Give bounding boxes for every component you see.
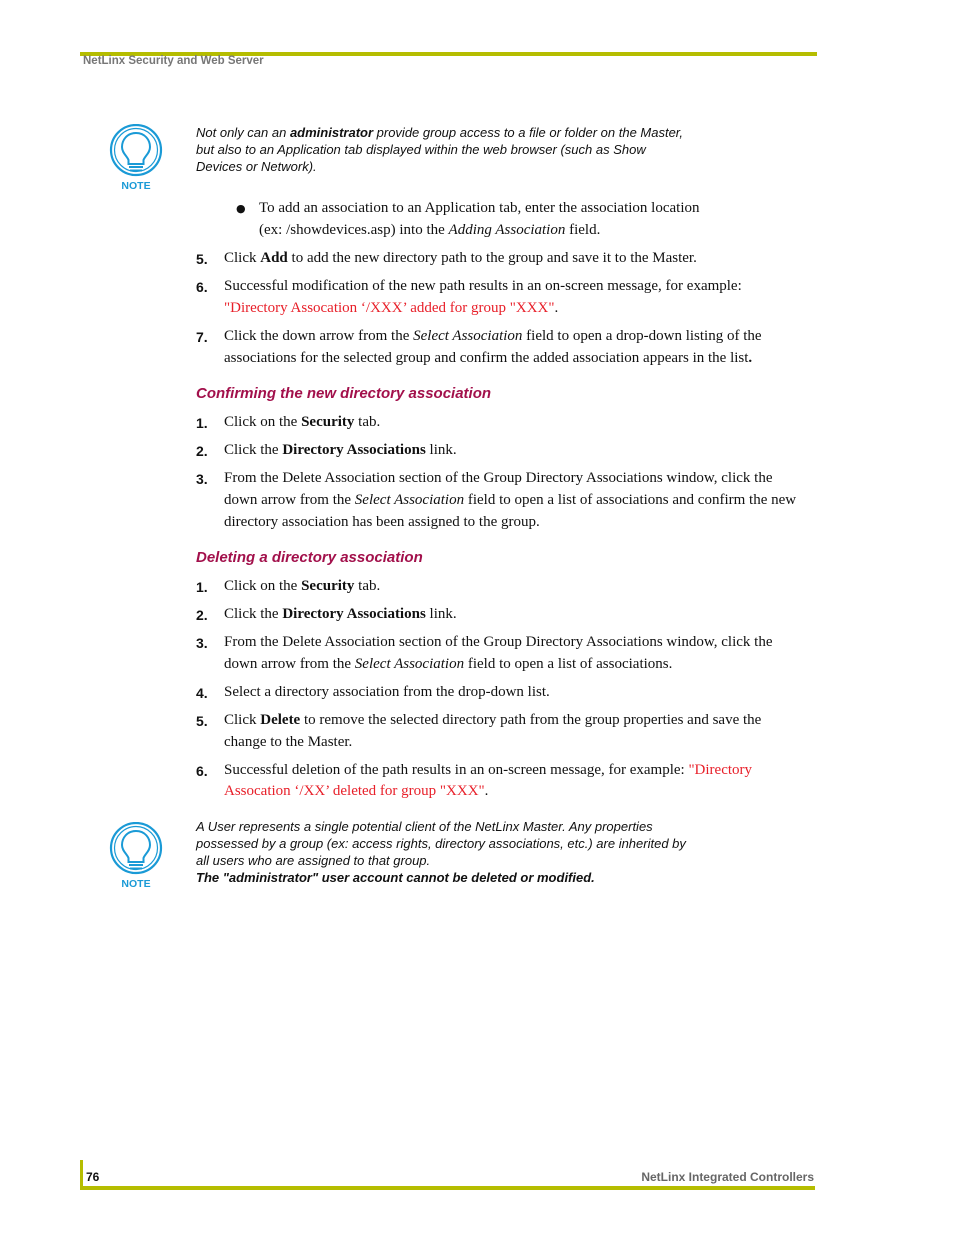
note-label: NOTE xyxy=(121,878,151,890)
step-number: 1. xyxy=(196,415,208,431)
section-heading-confirming: Confirming the new directory association xyxy=(196,385,492,402)
step-text: Click Add to add the new directory path to the group and save it to the Master. xyxy=(224,250,697,266)
step-text: Successful modification of the new path results in an on-screen message, for example: xyxy=(224,278,742,294)
step-message: Assocation ‘/XX’ deleted for group "XXX". xyxy=(224,783,489,799)
step-message: "Directory Assocation ‘/XXX’ added for group "XXX". xyxy=(224,300,559,316)
lightbulb-note-icon xyxy=(108,124,164,194)
section-heading-deleting: Deleting a directory association xyxy=(196,549,423,566)
step-number: 1. xyxy=(196,579,208,595)
step-number: 5. xyxy=(196,251,208,267)
step-text: Select a directory association from the drop-down list. xyxy=(224,684,550,700)
step-text: Click on the Security tab. xyxy=(224,414,381,430)
note-text-1: Not only can an administrator provide group access to a file or folder on the Master, but also to an Application tab displayed within the web browser (such as Show Devices or Network). xyxy=(196,125,684,174)
step-text: From the Delete Association section of the Group Directory Associations window, click the xyxy=(224,634,773,650)
step-text: Click the Directory Associations link. xyxy=(224,442,457,458)
step-text: Click on the Security tab. xyxy=(224,578,381,594)
bullet-text-line-1: To add an association to an Application tab, enter the association location xyxy=(259,200,700,216)
step-number: 6. xyxy=(196,279,208,295)
step-text: Click Delete to remove the selected directory path from the group properties and save the xyxy=(224,712,762,728)
step-text: directory association has been assigned to the group. xyxy=(224,514,540,530)
step-text: change to the Master. xyxy=(224,734,353,750)
step-text: From the Delete Association section of the Group Directory Associations window, click the xyxy=(224,470,773,486)
step-number: 5. xyxy=(196,713,208,729)
step-text: associations for the selected group and confirm the added association appears in the list. xyxy=(224,350,753,366)
page-number: 76 xyxy=(86,1170,100,1184)
step-number: 7. xyxy=(196,329,208,345)
step-text: down arrow from the Select Association field to open a list of associations and confirm the new xyxy=(224,492,797,508)
running-footer: NetLinx Integrated Controllers xyxy=(641,1170,814,1184)
step-number: 4. xyxy=(196,685,208,701)
step-number: 3. xyxy=(196,471,208,487)
step-text: down arrow from the Select Association field to open a list of associations. xyxy=(224,656,673,672)
note-label: NOTE xyxy=(121,180,151,192)
running-header: NetLinx Security and Web Server xyxy=(83,55,264,67)
note-text-2: A User represents a single potential client of the NetLinx Master. Any properties possessed by a group (ex: access rights, directory associations, etc.) are inherited by all users who are assigned to that group. The "administrator" user account cannot be deleted or modified. xyxy=(196,819,686,885)
step-text: Successful deletion of the path results in an on-screen message, for example: "Directory xyxy=(224,762,753,778)
step-text: Click the Directory Associations link. xyxy=(224,606,457,622)
lightbulb-note-icon xyxy=(108,822,164,892)
step-number: 2. xyxy=(196,607,208,623)
bullet-text-line-2: (ex: /showdevices.asp) into the Adding Association field. xyxy=(259,222,601,238)
step-text: Click the down arrow from the Select Association field to open a drop-down listing of the xyxy=(224,328,762,344)
bullet-marker: ● xyxy=(236,202,246,215)
step-number: 3. xyxy=(196,635,208,651)
step-number: 6. xyxy=(196,763,208,779)
step-number: 2. xyxy=(196,443,208,459)
footer-rule xyxy=(80,1186,815,1190)
